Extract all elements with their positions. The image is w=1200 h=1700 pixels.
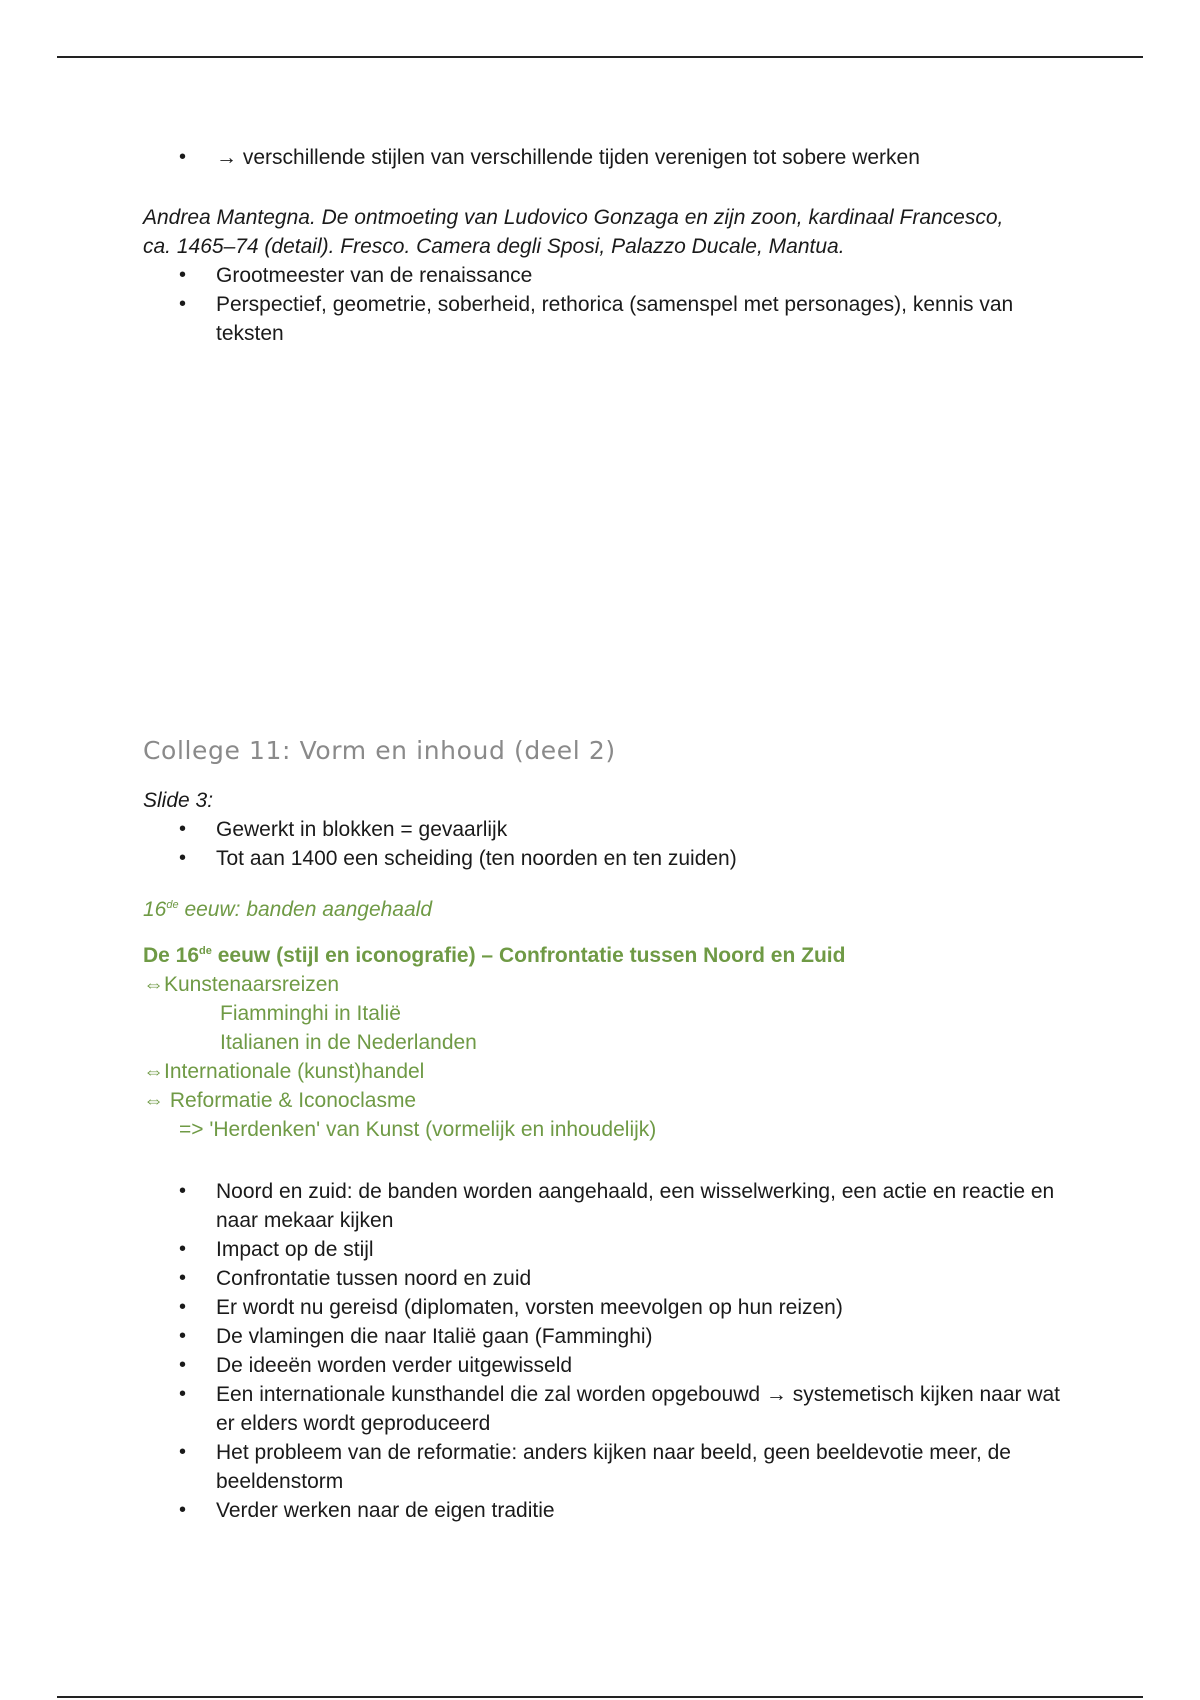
outline-item: [143, 1057, 1083, 1086]
list-item: [143, 844, 1083, 873]
bullet-text: De vlamingen die naar Italië gaan (Famminghi): [216, 1325, 653, 1348]
equivalence-icon: ⇔: [143, 1089, 164, 1112]
confrontation-heading: [143, 941, 1083, 970]
page-bottom-rule: [57, 1696, 1143, 1698]
outline-subitem: Fiamminghi in Italië: [220, 1002, 401, 1025]
bullet-text: Gewerkt in blokken = gevaarlijk: [216, 818, 508, 841]
century-suffix: de: [166, 899, 179, 911]
arrow-icon: →: [216, 146, 237, 169]
bullet-text: Verder werken naar de eigen traditie: [216, 1499, 555, 1522]
section-heading: College 11: Vorm en inhoud (deel 2): [143, 736, 616, 765]
bullet-text: Grootmeester van de renaissance: [216, 264, 533, 287]
bullet-dot: •: [179, 264, 187, 286]
list-item: [143, 1322, 1083, 1351]
mantegna-bullet-list: [143, 261, 1083, 348]
bullet-text: Confrontatie tussen noord en zuid: [216, 1267, 532, 1290]
outline-subitem: => 'Herdenken' van Kunst (vormelijk en inhoudelijk): [179, 1118, 657, 1141]
bullet-text: verschillende stijlen van verschillende tijden verenigen tot sobere werken: [242, 146, 920, 169]
list-item: [143, 1177, 1083, 1235]
bullet-dot: •: [179, 818, 187, 840]
bullet-dot: •: [179, 1296, 187, 1318]
caption-line: Andrea Mantegna. De ontmoeting van Ludovico Gonzaga en zijn zoon, kardinaal Francesco,: [143, 206, 1004, 229]
bullet-text: Tot aan 1400 een scheiding (ten noorden en ten zuiden): [216, 847, 737, 870]
equivalence-icon: ⇔: [143, 973, 164, 996]
bullet-dot: •: [179, 146, 187, 168]
century-text: eeuw: banden aangehaald: [178, 898, 433, 921]
list-item: [143, 1380, 1083, 1438]
century-subtitle: [143, 895, 1083, 924]
bullet-dot: •: [179, 293, 187, 315]
bullet-text: Impact op de stijl: [216, 1238, 374, 1261]
top-bullet-list: [143, 143, 1083, 172]
bullet-dot: •: [179, 1238, 187, 1260]
list-item: [143, 1351, 1083, 1380]
list-item: [143, 1293, 1083, 1322]
confrontation-outline: [143, 970, 1083, 1144]
equivalence-icon: ⇔: [143, 1060, 164, 1083]
outline-item: [143, 970, 1083, 999]
bullet-dot: •: [179, 1325, 187, 1347]
bullet-dot: •: [179, 1267, 187, 1289]
bullet-text: Een internationale kunsthandel die zal worden opgebouwd → systemetisch kijken naar wat er elders wordt geproduceerd: [216, 1383, 1060, 1435]
century-number: 16: [143, 898, 167, 921]
heading-prefix: De 16: [143, 944, 200, 967]
bullet-dot: •: [179, 847, 187, 869]
outline-subitem: Italianen in de Nederlanden: [220, 1031, 477, 1054]
bullet-dot: •: [179, 1354, 187, 1376]
page-top-rule: [57, 56, 1143, 58]
heading-suffix: de: [199, 945, 212, 957]
bullet-dot: •: [179, 1499, 187, 1521]
heading-text: eeuw (stijl en iconografie) – Confrontatie tussen Noord en Zuid: [211, 944, 846, 967]
bullet-dot: •: [179, 1383, 187, 1405]
bullet-text: De ideeën worden verder uitgewisseld: [216, 1354, 573, 1377]
artwork-caption: [143, 203, 1083, 261]
main-bullet-list: [143, 1177, 1083, 1525]
slide-bullet-list: [143, 815, 1083, 873]
list-item: [143, 261, 1083, 290]
list-item: [143, 1264, 1083, 1293]
bullet-text: Het probleem van de reformatie: anders kijken naar beeld, geen beeldevotie meer, de beeldenstorm: [216, 1441, 1011, 1493]
list-item: [143, 290, 1083, 348]
bullet-dot: •: [179, 1180, 187, 1202]
list-item: [143, 815, 1083, 844]
list-item: [143, 1496, 1083, 1525]
bullet-text: Perspectief, geometrie, soberheid, rethorica (samenspel met personages), kennis van teksten: [216, 293, 1014, 345]
slide-label: Slide 3:: [143, 789, 214, 812]
outline-text: Reformatie & Iconoclasme: [169, 1089, 417, 1112]
bullet-text: Er wordt nu gereisd (diplomaten, vorsten meevolgen op hun reizen): [216, 1296, 843, 1319]
list-item: [143, 143, 1083, 172]
caption-line: ca. 1465–74 (detail). Fresco. Camera degli Sposi, Palazzo Ducale, Mantua.: [143, 235, 845, 258]
outline-text: Internationale (kunst)handel: [164, 1060, 425, 1083]
outline-item: [143, 1086, 1083, 1115]
list-item: [143, 1235, 1083, 1264]
bullet-text: Noord en zuid: de banden worden aangehaald, een wisselwerking, een actie en reactie en naar mekaar kijken: [216, 1180, 1055, 1232]
bullet-dot: •: [179, 1441, 187, 1463]
outline-text: Kunstenaarsreizen: [164, 973, 340, 996]
list-item: [143, 1438, 1083, 1496]
